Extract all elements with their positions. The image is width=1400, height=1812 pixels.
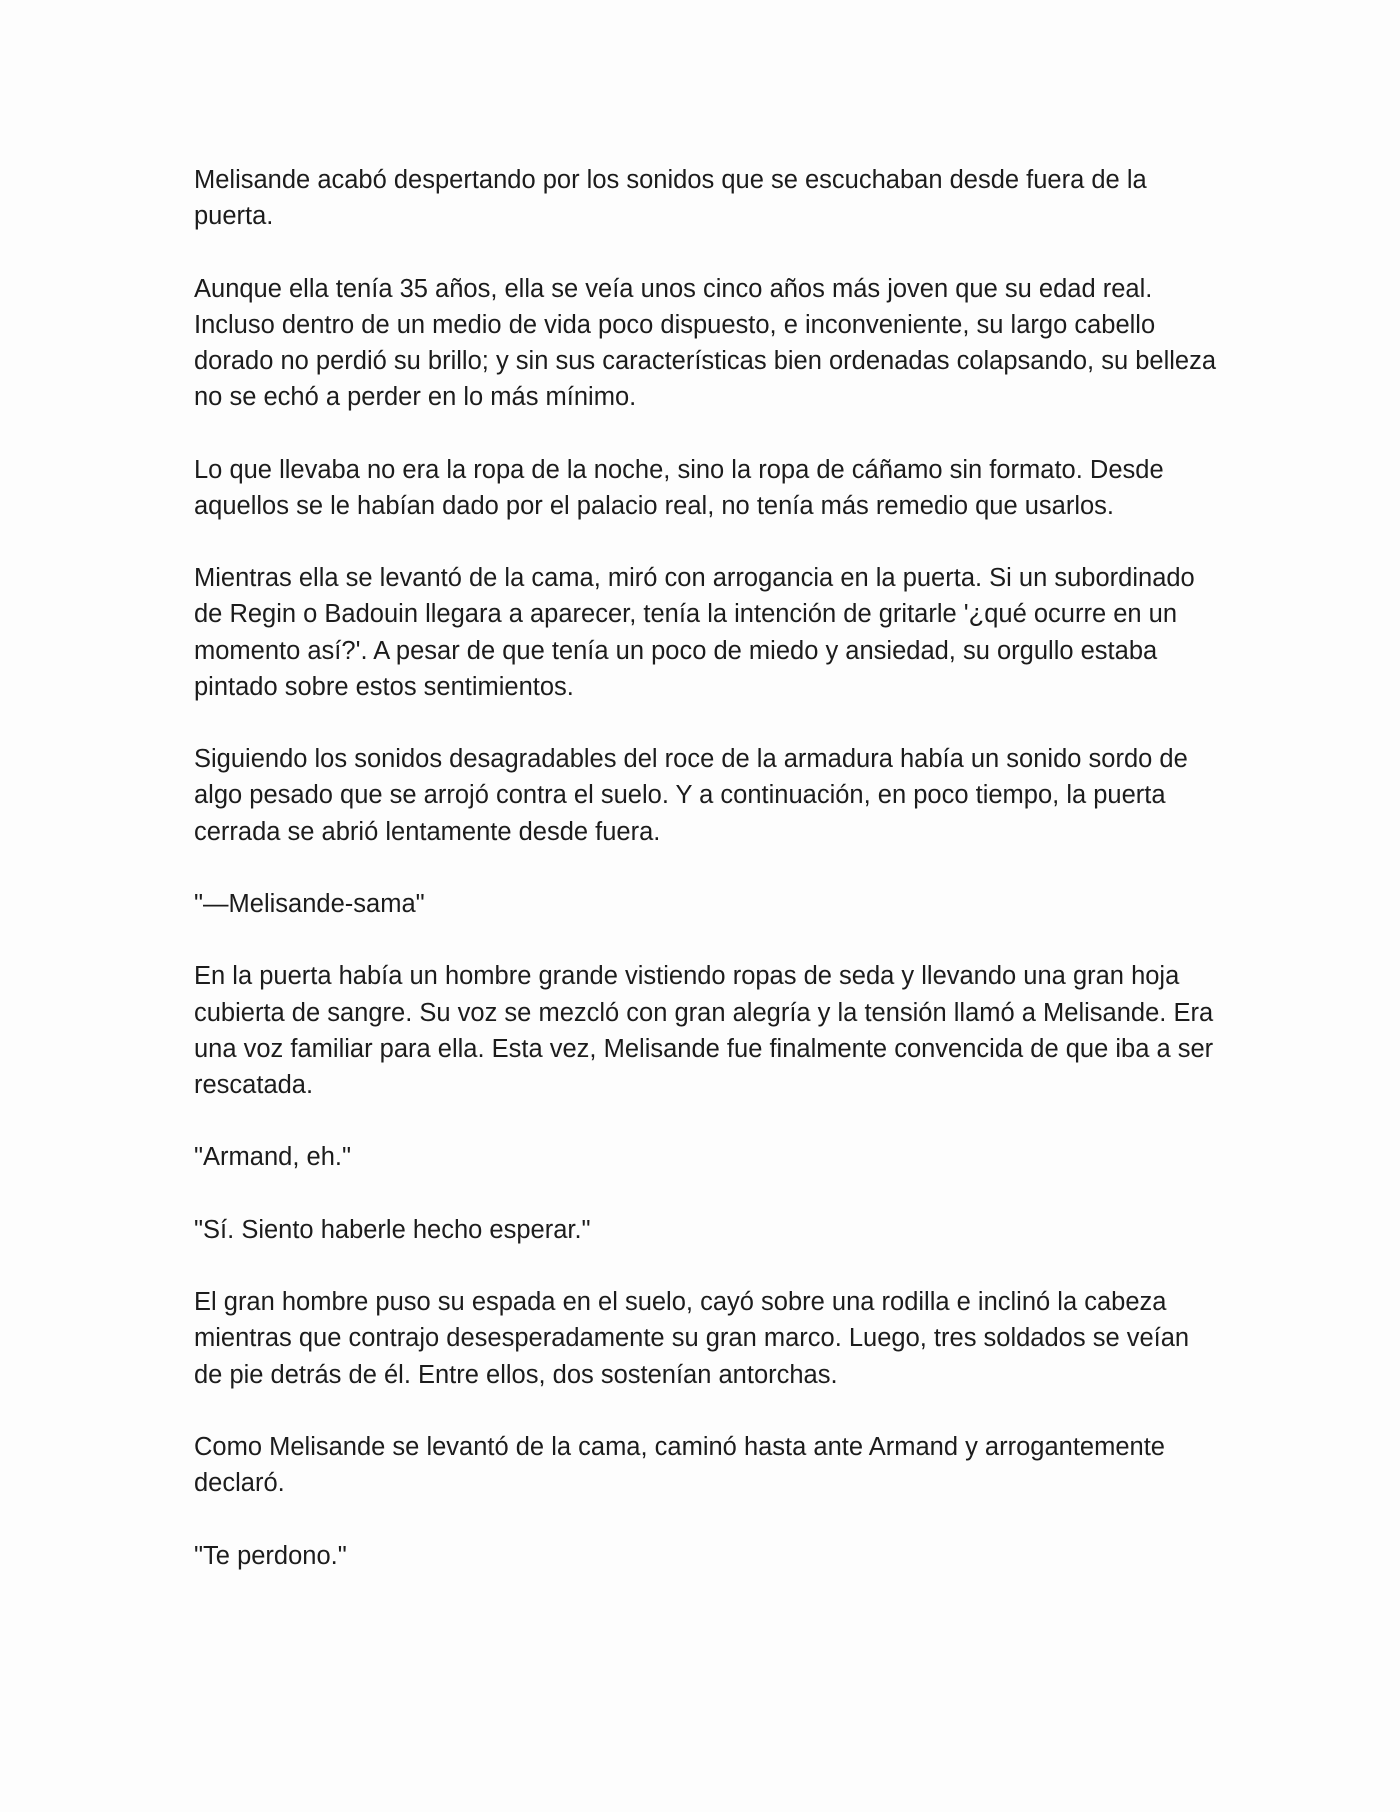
dialogue-line: "Te perdono." bbox=[194, 1541, 347, 1570]
paragraph: Mientras ella se levantó de la cama, miró con arrogancia en la puerta. Si un subordinado de Regin o Badouin llegara a aparecer, tenía la intención de gritarle '¿qué ocurre en un momento así?'. A pesar de que tenía un poco de miedo y ansiedad, su orgullo estaba pintado sobre estos sentimientos. bbox=[194, 564, 1195, 701]
dialogue-line: "—Melisande-sama" bbox=[194, 889, 425, 918]
dialogue-line: "Sí. Siento haberle hecho esperar." bbox=[194, 1215, 591, 1244]
paragraph: Melisande acabó despertando por los sonidos que se escuchaban desde fuera de la puerta. bbox=[194, 166, 1147, 231]
dialogue-line: "Armand, eh." bbox=[194, 1143, 352, 1172]
paragraph: El gran hombre puso su espada en el suelo, cayó sobre una rodilla e inclinó la cabeza mientras que contrajo desesperadamente su gran marco. Luego, tres soldados se veían de pie detrás de él. Entre ellos, dos sostenían antorchas. bbox=[194, 1288, 1190, 1389]
paragraph: Lo que llevaba no era la ropa de la noche, sino la ropa de cáñamo sin formato. Desde aquellos se le habían dado por el palacio real, no tenía más remedio que usarlos. bbox=[194, 455, 1164, 520]
paragraph: Siguiendo los sonidos desagradables del roce de la armadura había un sonido sordo de algo pesado que se arrojó contra el suelo. Y a continuación, en poco tiempo, la puerta cerrada se abrió lentamente desde fuera. bbox=[194, 745, 1188, 846]
paragraph: Aunque ella tenía 35 años, ella se veía unos cinco años más joven que su edad real. Incluso dentro de un medio de vida poco dispuesto, e inconveniente, su largo cabello dorado no perdió su brillo; y sin sus características bien ordenadas colapsando, su belleza no se echó a perder en lo más mínimo. bbox=[194, 274, 1217, 412]
paragraph: En la puerta había un hombre grande vistiendo ropas de seda y llevando una gran hoja cubierta de sangre. Su voz se mezcló con gran alegría y la tensión llamó a Melisande. Era una voz familiar para ella. Esta vez, Melisande fue finalmente convencida de que iba a ser rescatada. bbox=[194, 962, 1214, 1099]
paragraph: Como Melisande se levantó de la cama, caminó hasta ante Armand y arrogantemente declaró. bbox=[194, 1432, 1165, 1498]
document-body bbox=[194, 162, 1224, 1610]
